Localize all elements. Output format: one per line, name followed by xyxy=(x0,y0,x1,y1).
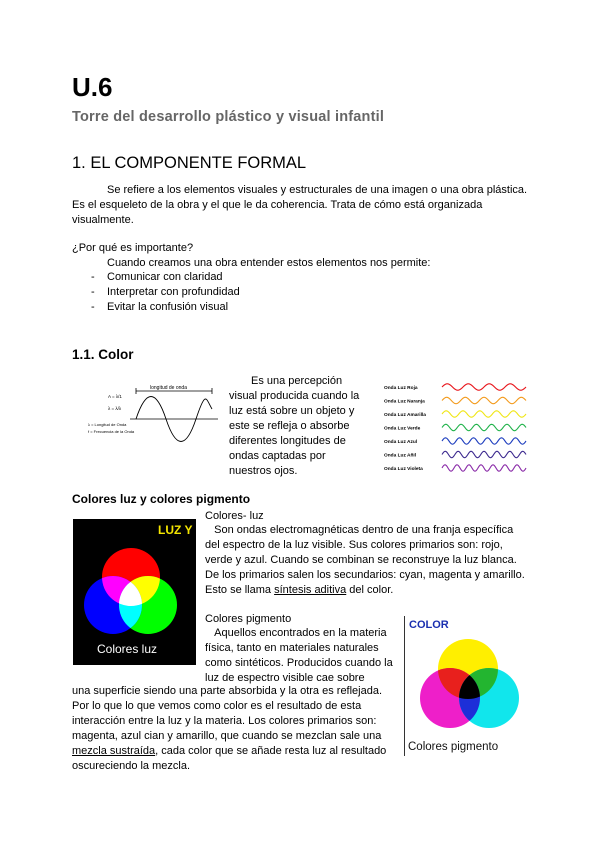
luz-label-bottom: Colores luz xyxy=(97,642,158,656)
luz-text-end: del color. xyxy=(346,584,394,596)
wave-line xyxy=(442,424,526,430)
subtractive-color-image xyxy=(403,614,530,759)
label-top: longitud de onda xyxy=(150,385,187,391)
pigment-text-1: Aquellos encontrados en la materia física, tanto en materiales naturales como sintéticos. Producidos cuando la luz de espectro visible cae sobre xyxy=(205,627,393,684)
color-definition xyxy=(229,374,369,479)
list-item: - Evitar la confusión visual xyxy=(91,300,240,315)
pigment-subtitle: Colores pigmento xyxy=(205,613,292,625)
question-text: ¿Por qué es importante? xyxy=(72,242,194,254)
luz-label-top: LUZ Y xyxy=(158,523,193,537)
wave-label: Onda Luz Roja xyxy=(384,386,418,391)
wave-label: Onda Luz Añil xyxy=(384,453,417,459)
answer-text: Cuando creamos una obra entender estos elementos nos permite: xyxy=(107,257,431,269)
intro-text: Se refiere a los elementos visuales y estructurales de una imagen o una obra plástica. Es el esqueleto de la obra y el que le da coherencia. Trata de cómo está organizada visualmente. xyxy=(72,184,528,226)
wave-label: Onda Luz Naranja xyxy=(384,399,425,405)
wave-line xyxy=(442,384,526,390)
pigment-text-2: una superficie siendo una parte absorbida y la otra es reflejada. Por lo que lo que vemos como color es el resultado de esta interacción entre la luz y la materia. Los colores primarios son: magenta, azul cian y amarillo, que cuando se mezclan sale una xyxy=(72,685,383,742)
colors-heading: Colores luz y colores pigmento xyxy=(72,492,251,506)
color-definition-text: Es una percepción visual producida cuando la luz está sobre un objeto y este se refleja o absorbe diferentes longitudes de ondas captadas por nuestros ojos. xyxy=(229,375,360,477)
additive-synthesis-link: síntesis aditiva xyxy=(274,584,347,596)
wave-line xyxy=(442,438,526,444)
list-item: - Interpretar con profundidad xyxy=(91,285,240,300)
label-a1: A = λ/1 xyxy=(108,394,122,399)
wave-line xyxy=(442,397,526,403)
luz-paragraph xyxy=(205,523,530,598)
wave-label: Onda Luz Amarilla xyxy=(384,413,426,418)
subsection-title: 1.1. Color xyxy=(72,347,134,362)
wave-label: Onda Luz Verde xyxy=(384,426,421,432)
label-a2: λ = λ/λ xyxy=(108,406,122,411)
list-item: - Comunicar con claridad xyxy=(91,270,240,285)
pigment-paragraph-2 xyxy=(72,684,402,774)
wave-line xyxy=(442,411,526,417)
pigment-label-top: COLOR xyxy=(409,619,449,631)
wave-label: Onda Luz Violeta xyxy=(384,467,423,472)
pigment-label-bottom: Colores pigmento xyxy=(408,741,499,753)
wave-line xyxy=(442,451,526,457)
section-title: 1. EL COMPONENTE FORMAL xyxy=(72,154,307,172)
bullet-list xyxy=(91,270,240,315)
unit-subtitle: Torre del desarrollo plástico y visual infantil xyxy=(72,109,385,125)
intro-paragraph xyxy=(72,183,530,228)
label-b2: f = Frecuencia de la Onda xyxy=(88,429,135,434)
unit-title: U.6 xyxy=(72,72,113,102)
spectrum-waves xyxy=(380,380,530,480)
label-b1: λ = Longitud de Onda xyxy=(88,422,127,427)
wave-label: Onda Luz Azul xyxy=(384,440,418,445)
wave-line xyxy=(442,465,526,471)
pigment-paragraph-1 xyxy=(205,626,400,686)
luz-text: Son ondas electromagnéticas dentro de una franja específica del espectro de la luz visible. Sus colores primarios son: rojo, verde y azul. Cuando se combinan se reconstruye la luz blanca. De los primarios salen los secundarios: cyan, magenta y amarillo. Esto se llama xyxy=(205,524,525,596)
subtractive-mix-link: mezcla sustraída xyxy=(72,745,156,757)
luz-subtitle: Colores- luz xyxy=(205,510,264,522)
pigment-text-end: , cada color que se añade resta luz al resultado oscureciendo la mezcla. xyxy=(72,745,387,772)
wavelength-diagram xyxy=(88,383,223,453)
additive-color-image xyxy=(73,519,196,665)
